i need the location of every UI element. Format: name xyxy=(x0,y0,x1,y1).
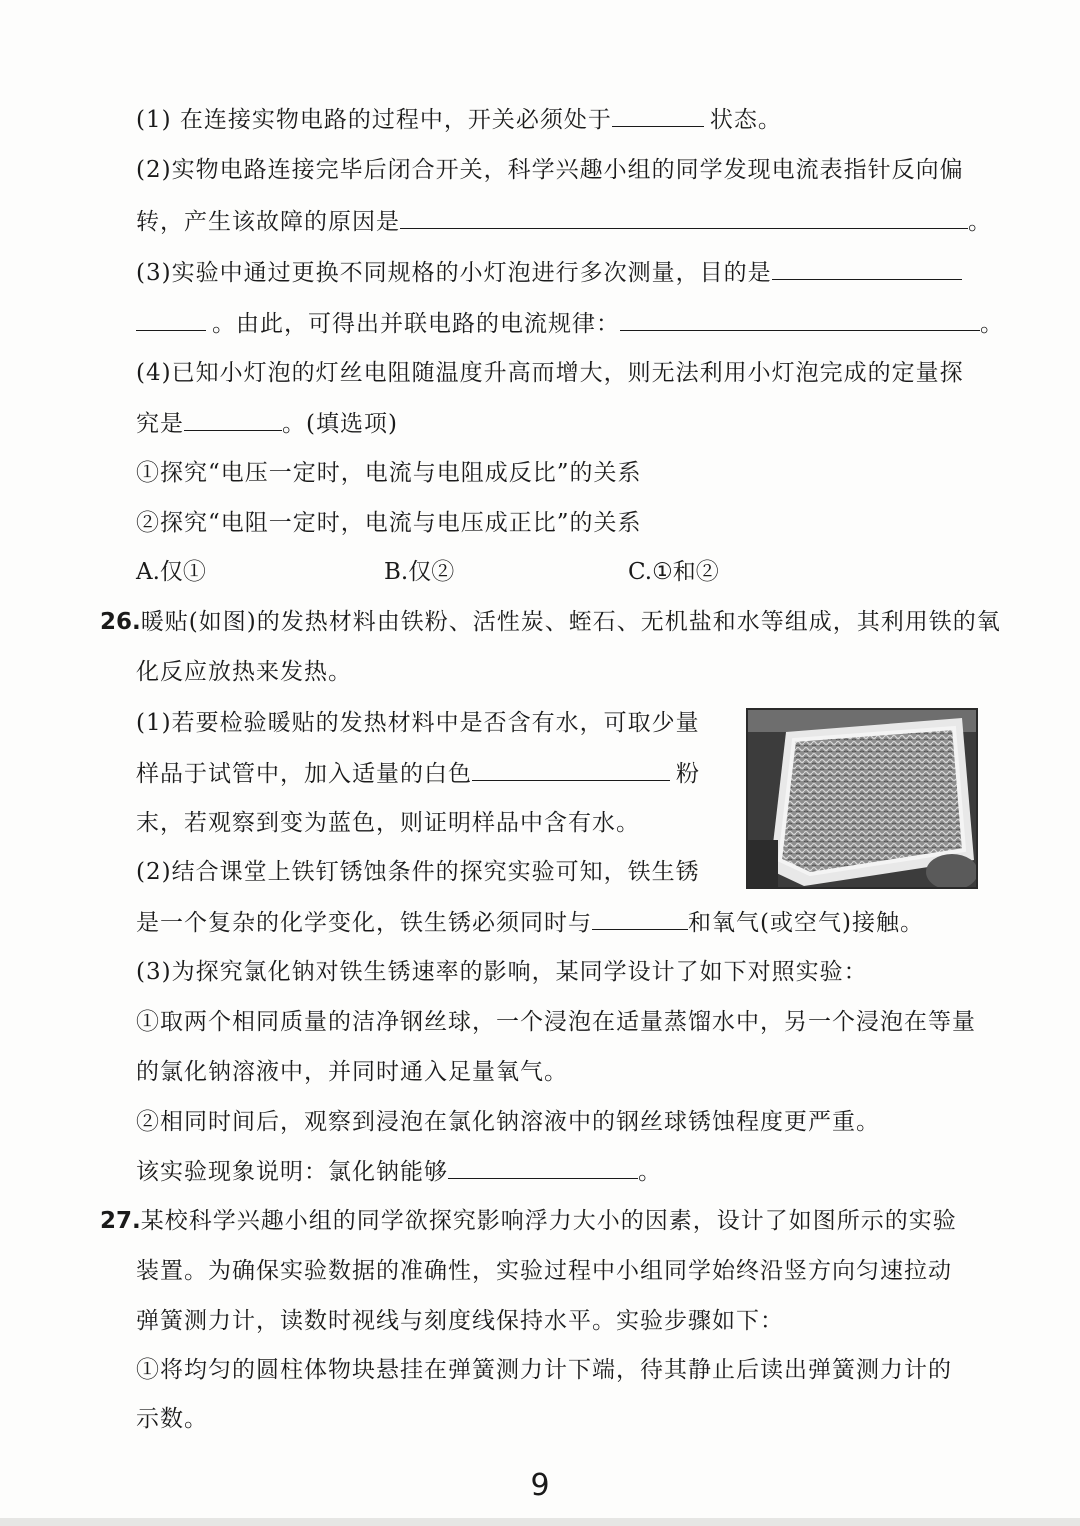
q25-option-c[interactable]: C.①和② xyxy=(628,559,719,585)
q25-part2-text: 转，产生该故障的原因是 xyxy=(136,209,400,235)
q26-part3-conclusion xyxy=(136,1156,662,1187)
q25-part2-line1: (2)实物电路连接完毕后闭合开关，科学兴趣小组的同学发现电流表指针反向偏 xyxy=(136,157,964,183)
q25-part3-text: (3)实验中通过更换不同规格的小灯泡进行多次测量，目的是 xyxy=(136,260,772,286)
q25-option-b[interactable]: B.仅② xyxy=(384,559,455,585)
q26-part2-line2 xyxy=(136,907,924,938)
q25-option-a[interactable]: A.仅① xyxy=(136,559,206,585)
q26-part1-line1: (1)若要检验暖贴的发热材料中是否含有水，可取少量 xyxy=(136,710,700,736)
q26-part3-step1-line2: 的氯化钠溶液中，并同时通入足量氧气。 xyxy=(136,1059,568,1085)
hand-warmer-photo xyxy=(746,708,978,889)
q25-part4-tail: 。(填选项) xyxy=(282,411,398,437)
q25-item1: ①探究“电压一定时，电流与电阻成反比”的关系 xyxy=(136,460,642,486)
q25-part1-tail: 状态。 xyxy=(709,107,782,133)
q27-step1-line1: ①将均匀的圆柱体物块悬挂在弹簧测力计下端，待其静止后读出弹簧测力计的 xyxy=(136,1357,952,1383)
q25-part3-blank-b[interactable] xyxy=(620,308,980,331)
page-bottom-edge xyxy=(0,1518,1080,1526)
q25-part1-blank[interactable] xyxy=(612,104,704,127)
q26-part3-tail: 。 xyxy=(638,1159,662,1185)
q25-part3-blank-a[interactable] xyxy=(772,257,962,280)
q25-part2-line2 xyxy=(136,206,992,237)
q26-part2-blank[interactable] xyxy=(592,907,688,930)
q27-number: 27. xyxy=(100,1208,141,1234)
q27-line2: 装置。为确保实验数据的准确性，实验过程中小组同学始终沿竖方向匀速拉动 xyxy=(136,1258,952,1284)
q26-part2-tail: 和氧气(或空气)接触。 xyxy=(688,910,924,936)
q26-part3-step2: ②相同时间后，观察到浸泡在氯化钠溶液中的钢丝球锈蚀程度更严重。 xyxy=(136,1109,880,1135)
q26-part1-line2 xyxy=(136,758,700,789)
q26-number: 26. xyxy=(100,609,141,635)
q26-intro-line2: 化反应放热来发热。 xyxy=(136,659,352,685)
q26-part3-blank[interactable] xyxy=(448,1156,638,1179)
q26-part3-line1: (3)为探究氯化钠对铁生锈速率的影响，某同学设计了如下对照实验： xyxy=(136,959,868,985)
q25-part3-line2 xyxy=(136,308,1004,339)
q25-item2: ②探究“电阻一定时，电流与电压成正比”的关系 xyxy=(136,510,642,536)
q25-part3-line1 xyxy=(136,257,962,288)
q25-part1 xyxy=(136,104,782,135)
q26-part1-blank[interactable] xyxy=(472,758,670,781)
q26-part2-text: 是一个复杂的化学变化，铁生锈必须同时与 xyxy=(136,910,592,936)
q25-part2-blank[interactable] xyxy=(400,206,968,229)
q25-part1-text: (1) 在连接实物电路的过程中，开关必须处于 xyxy=(136,107,612,133)
q26-part1-text: 样品于试管中，加入适量的白色 xyxy=(136,761,472,787)
hand-warmer-image xyxy=(748,710,976,887)
q25-part3-blank-a-cont[interactable] xyxy=(136,308,206,331)
q26-part1-line3: 末，若观察到变为蓝色，则证明样品中含有水。 xyxy=(136,810,640,836)
q27-line1 xyxy=(100,1206,957,1236)
q25-part3-tail: 。 xyxy=(980,311,1004,337)
q27-text: 某校科学兴趣小组的同学欲探究影响浮力大小的因素，设计了如图所示的实验 xyxy=(140,1208,957,1234)
q25-part4-line1: (4)已知小灯泡的灯丝电阻随温度升高而增大，则无法利用小灯泡完成的定量探 xyxy=(136,360,964,386)
q26-part2-line1: (2)结合课堂上铁钉锈蚀条件的探究实验可知，铁生锈 xyxy=(136,859,700,885)
q25-part4-line2 xyxy=(136,408,398,439)
q27-line3: 弹簧测力计，读数时视线与刻度线保持水平。实验步骤如下： xyxy=(136,1308,784,1334)
q26-intro-line1 xyxy=(100,607,1001,637)
q26-part1-tail: 粉 xyxy=(676,761,700,787)
q26-part3-text: 该实验现象说明：氯化钠能够 xyxy=(136,1159,448,1185)
page-number: 9 xyxy=(530,1468,550,1503)
q26-part3-step1-line1: ①取两个相同质量的洁净钢丝球，一个浸泡在适量蒸馏水中，另一个浸泡在等量 xyxy=(136,1009,976,1035)
q25-part3-mid: 。由此，可得出并联电路的电流规律： xyxy=(212,311,620,337)
q26-intro-text: 暖贴(如图)的发热材料由铁粉、活性炭、蛭石、无机盐和水等组成，其利用铁的氧 xyxy=(140,609,1001,635)
q25-part2-tail: 。 xyxy=(968,209,992,235)
q27-step1-line2: 示数。 xyxy=(136,1406,208,1432)
q25-part4-text: 究是 xyxy=(136,411,184,437)
q25-part4-blank[interactable] xyxy=(184,408,282,431)
